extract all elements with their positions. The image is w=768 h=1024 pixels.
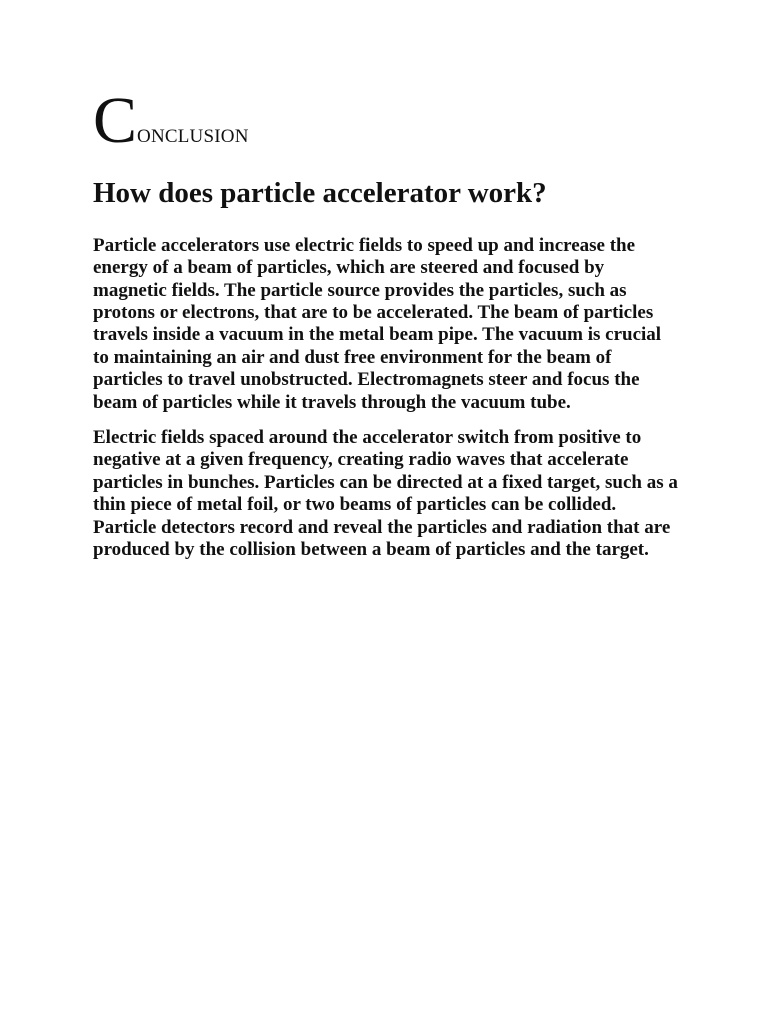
title-rest: onclusion [137, 118, 249, 148]
section-heading: How does particle accelerator work? [93, 177, 547, 209]
paragraph-1: Particle accelerators use electric fields to speed up and increase the energy of a beam of particles, which are steered and focused by magnetic fields. The particle source provides the particles, such as protons or electrons, that are to be accelerated. The beam of particles travels inside a vacuum in the metal beam pipe. The vacuum is crucial to maintaining an air and dust free environment for the beam of particles to travel unobstructed. Electromagnets steer and focus the beam of particles while it travels through the vacuum tube. [93, 234, 662, 413]
document-page [93, 84, 683, 561]
title-initial: C [93, 84, 138, 157]
paragraph-2: Electric fields spaced around the accelerator switch from positive to negative at a given frequency, creating radio waves that accelerate particles in bunches. Particles can be directed at a fixed target, such as a thin piece of metal foil, or two beams of particles can be collided. Particle detectors record and reveal the particles and radiation that are produced by the collision between a beam of particles and the target. [93, 427, 678, 561]
page-title [93, 84, 683, 157]
